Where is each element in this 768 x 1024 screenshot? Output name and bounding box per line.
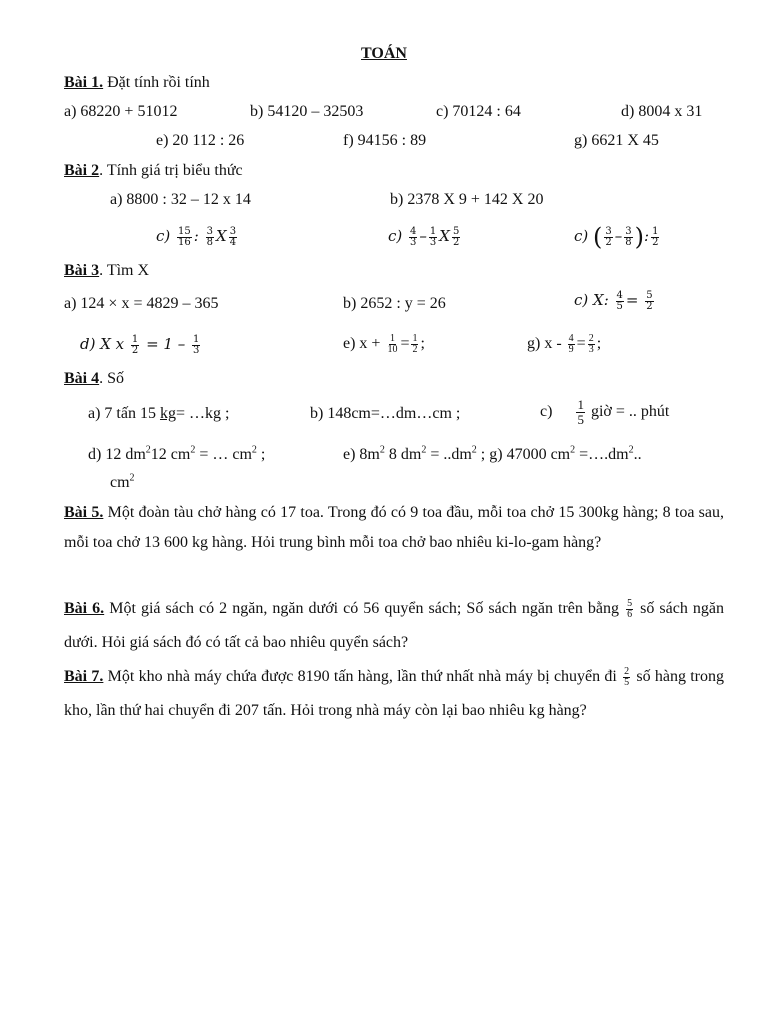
exercise-instruction: . Tính giá trị biểu thức xyxy=(99,162,243,179)
item-4c xyxy=(540,398,669,427)
item-4d xyxy=(88,445,265,465)
operator: = xyxy=(625,291,639,309)
item-label: c) xyxy=(156,227,171,245)
denominator: 3 xyxy=(429,236,437,248)
item-3c xyxy=(574,290,656,312)
numerator: 1 xyxy=(193,333,200,345)
text: = … cm xyxy=(195,446,252,463)
numerator: 1 xyxy=(652,225,659,237)
exercise-label: Bài 2 xyxy=(64,162,100,179)
operator: – xyxy=(419,227,427,245)
superscript: 2 xyxy=(421,444,427,456)
item-3a: a) 124 × x = 4829 – 365 xyxy=(64,295,219,312)
denominator: 2 xyxy=(452,236,460,248)
superscript: 2 xyxy=(129,472,135,484)
numerator: 3 xyxy=(605,225,612,237)
item-1g: g) 6621 X 45 xyxy=(574,132,659,149)
superscript: 2 xyxy=(190,444,196,456)
text: cm xyxy=(110,474,130,491)
denominator: 2 xyxy=(412,344,418,355)
exercise-4-heading xyxy=(64,369,124,389)
numerator: 4 xyxy=(616,289,623,301)
denominator: 3 xyxy=(588,344,594,355)
exercise-text: Một kho nhà máy chứa được 8190 tấn hàng, lần thứ nhất nhà máy bị chuyển đi xyxy=(103,668,622,685)
superscript: 2 xyxy=(471,444,477,456)
item-4g-continued xyxy=(110,473,135,493)
operator: = xyxy=(576,335,586,353)
numerator: 2 xyxy=(624,665,630,677)
operator: = xyxy=(400,335,410,353)
numerator: 3 xyxy=(625,225,632,237)
numerator: 4 xyxy=(410,225,417,237)
text: ; xyxy=(256,446,266,463)
item-2a: a) 8800 : 32 – 12 x 14 xyxy=(110,191,251,208)
numerator: 1 xyxy=(389,333,395,344)
fraction xyxy=(624,227,632,248)
fraction xyxy=(386,334,398,355)
exercise-2-heading xyxy=(64,161,243,181)
item-1d: d) 8004 x 31 xyxy=(621,103,703,120)
numerator: 1 xyxy=(577,397,584,412)
text: giờ = .. phút xyxy=(586,403,670,421)
operator: : xyxy=(193,227,199,245)
denominator: 5 xyxy=(624,676,630,688)
exercise-label: Bài 4 xyxy=(64,370,100,387)
superscript: 2 xyxy=(570,444,576,456)
operator: X xyxy=(216,227,227,245)
item-label: c) X: xyxy=(574,291,609,309)
fraction xyxy=(626,599,633,620)
text: =….dm xyxy=(575,446,629,463)
numerator: 5 xyxy=(627,597,633,609)
denominator: 8 xyxy=(625,236,632,248)
denominator: 9 xyxy=(568,344,574,355)
numerator: 5 xyxy=(646,289,653,301)
denominator: 16 xyxy=(178,236,191,248)
exercise-text: số sách ngăn dưới. Hỏi giá sách đó có tất cả bao nhiêu quyển sách? xyxy=(64,600,725,651)
superscript: 2 xyxy=(145,444,151,456)
fraction xyxy=(192,335,200,356)
exercise-5 xyxy=(64,498,724,558)
item-3e xyxy=(343,334,425,355)
fraction xyxy=(604,227,612,248)
superscript: 2 xyxy=(379,444,385,456)
exercise-text: Một giá sách có 2 ngăn, ngăn dưới có 56 quyển sách; Số sách ngăn trên bằng xyxy=(104,600,625,617)
exercise-text: số hàng trong kho, lần thứ hai chuyển đi 207 tấn. Hỏi trong nhà máy còn lại bao nhiêu kg hàng? xyxy=(64,668,725,719)
fraction xyxy=(131,335,139,356)
exercise-label: Bài 6. xyxy=(64,600,105,617)
fraction xyxy=(206,227,214,248)
item-2b: b) 2378 X 9 + 142 X 20 xyxy=(390,191,544,208)
close-paren: ) xyxy=(634,223,645,251)
denominator: 5 xyxy=(616,300,623,312)
operator: X xyxy=(439,227,450,245)
fraction xyxy=(588,334,595,355)
item-1a: a) 68220 + 51012 xyxy=(64,103,178,120)
item-2c-3 xyxy=(574,223,661,251)
denominator: 3 xyxy=(410,236,417,248)
denominator: 2 xyxy=(131,344,139,356)
item-4a xyxy=(88,404,229,424)
item-4b: b) 148cm=…dm…cm ; xyxy=(310,405,461,422)
exercise-label: Bài 1. xyxy=(64,74,104,91)
punctuation: ; xyxy=(596,335,602,353)
item-label: e) x + xyxy=(343,335,381,353)
exercise-text: Một đoàn tàu chở hàng có 17 toa. Trong đó có 9 toa đầu, mỗi toa chở 15 300kg hàng; 8 toa sau, mỗi toa chở 13 600 kg hàng. Hỏi trung bình mỗi toa chở bao nhiêu ki-lo-gam hàng? xyxy=(64,504,724,551)
item-label: c) xyxy=(574,227,589,245)
operator: : xyxy=(644,227,650,245)
numerator: 2 xyxy=(588,333,594,344)
item-label: d) X x xyxy=(80,335,125,353)
item-3d xyxy=(80,334,202,356)
denominator: 10 xyxy=(387,344,398,355)
fraction xyxy=(623,667,630,688)
denominator: 4 xyxy=(229,236,237,248)
fraction xyxy=(429,227,437,248)
exercise-label: Bài 5. xyxy=(64,504,104,521)
item-label: c) xyxy=(540,403,553,421)
numerator: 1 xyxy=(429,225,437,237)
superscript: 2 xyxy=(628,444,634,456)
denominator: 6 xyxy=(627,608,633,620)
item-1e: e) 20 112 : 26 xyxy=(156,132,245,149)
superscript: 2 xyxy=(251,444,257,456)
item-1f: f) 94156 : 89 xyxy=(343,132,427,149)
fraction xyxy=(576,398,585,427)
fraction xyxy=(616,291,624,312)
exercise-1-heading xyxy=(64,73,210,93)
punctuation: ; xyxy=(420,335,425,353)
exercise-instruction: Đặt tính rồi tính xyxy=(103,74,210,91)
text: 12 cm xyxy=(150,446,191,463)
exercise-instruction: . Số xyxy=(99,370,125,387)
exercise-label: Bài 3 xyxy=(64,262,100,279)
item-label: g) x - xyxy=(527,335,562,353)
item-3b: b) 2652 : y = 26 xyxy=(343,295,446,312)
operator: = 1 – xyxy=(146,335,186,353)
text: ; g) 47000 cm xyxy=(476,446,571,463)
item-1b: b) 54120 – 32503 xyxy=(250,103,364,120)
operator: – xyxy=(614,227,623,245)
numerator: 3 xyxy=(206,225,213,237)
item-3g xyxy=(527,334,601,355)
exercise-3-heading xyxy=(64,261,149,281)
denominator: 8 xyxy=(206,236,213,248)
fraction xyxy=(177,227,192,248)
text: = …kg ; xyxy=(175,405,230,422)
denominator: 2 xyxy=(652,236,659,248)
open-paren: ( xyxy=(593,223,603,251)
exercise-instruction: . Tìm X xyxy=(99,262,150,279)
text: e) 8m xyxy=(343,446,380,463)
text: a) 7 tấn 15 xyxy=(88,405,160,422)
text: .. xyxy=(633,446,642,463)
item-2c-2 xyxy=(388,226,462,248)
exercise-label: Bài 7. xyxy=(64,668,104,685)
text: = ..dm xyxy=(426,446,472,463)
denominator: 2 xyxy=(646,300,653,312)
text: d) 12 dm xyxy=(88,446,146,463)
numerator: 15 xyxy=(178,225,191,237)
numerator: 1 xyxy=(131,333,139,345)
numerator: 4 xyxy=(568,333,574,344)
numerator: 1 xyxy=(412,333,418,344)
fraction xyxy=(409,227,417,248)
fraction xyxy=(645,291,653,312)
item-2c-1 xyxy=(156,226,239,248)
page-title: TOÁN xyxy=(361,45,407,62)
item-4e-g xyxy=(343,445,642,465)
numerator: 3 xyxy=(229,225,237,237)
denominator: 2 xyxy=(605,236,612,248)
fraction xyxy=(651,227,659,248)
fraction xyxy=(452,227,460,248)
fraction xyxy=(568,334,575,355)
item-1c: c) 70124 : 64 xyxy=(436,103,521,120)
numerator: 5 xyxy=(452,225,460,237)
unit: kg xyxy=(159,405,176,422)
fraction xyxy=(229,227,237,248)
item-label: c) xyxy=(388,227,403,245)
denominator: 5 xyxy=(577,412,584,427)
text: 8 dm xyxy=(384,446,422,463)
exercise-7 xyxy=(64,660,724,728)
exercise-6 xyxy=(64,592,724,660)
fraction xyxy=(411,334,418,355)
denominator: 3 xyxy=(193,344,200,356)
